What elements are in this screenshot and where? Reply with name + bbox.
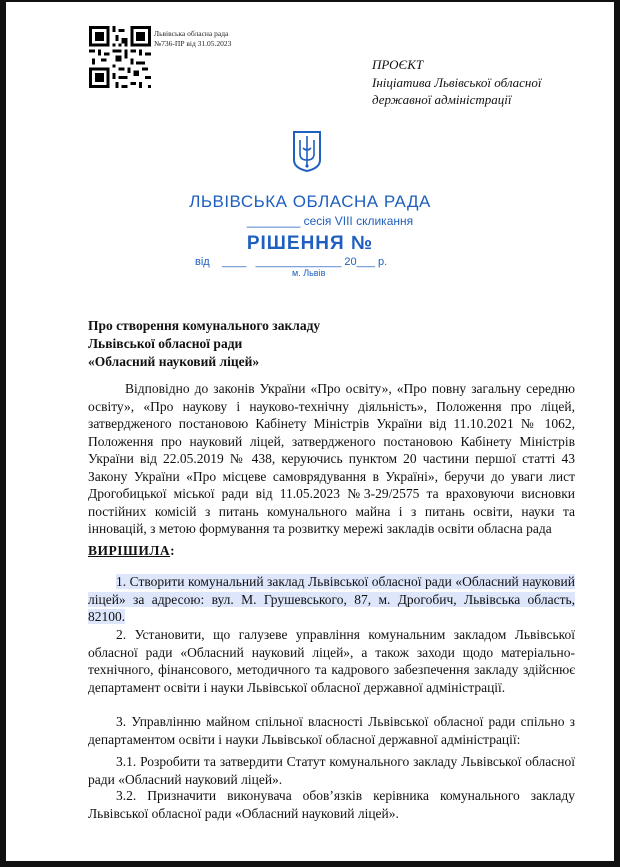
date-prefix: від <box>195 256 210 268</box>
date-year: 20 <box>344 256 357 268</box>
preamble-paragraph: Відповідно до законів України «Про освіту», «Про повну загальну середню освіту», «Про наукову і науково-технічну діяльність», Положення про ліцей, затвердженого постановою Кабінету Міністрів України від 11.10.2021 № 1062, Положення про науковий ліцей, затвердженого постановою Кабінету Міністрів України від 22.05.2019 № 438, керуючись пунктом 20 частини першої статті 43 Закону України «Про місцеве самоврядування в Україні», беручи до уваги лист Дрогобицької міської ради від 11.05.2023 №3-29/2575 та враховуючи висновки постійних комісій з питань комунального майна і з питань освіти, науки та інновацій, з метою формування та розвитку мережі закладів освіти обласна рада <box>88 381 575 536</box>
decision-item-3-1: 3.1. Розробити та затвердити Статут комунального закладу Львівської обласної ради «Обласний науковий ліцей». <box>88 754 575 787</box>
date-suffix: р. <box>374 256 388 268</box>
title-line-3: «Обласний науковий ліцей» <box>88 354 260 369</box>
session-line <box>26 214 620 228</box>
date-blank-month: ______________ <box>255 256 342 268</box>
resolved-colon: : <box>170 543 176 558</box>
decision-item-1 <box>88 573 575 626</box>
session-blank: ________ <box>246 214 301 228</box>
date-blank-day: ____ <box>221 256 247 268</box>
project-block <box>372 56 541 108</box>
item-1-text: 1. Створити комунальний заклад Львівської обласної ради «Обласний науковий ліцей» за адресою: вул. М. Грушевського, 87, м. Дрогобич, Львівська область, 82100. <box>88 574 575 624</box>
session-text: сесія VIII скликання <box>300 214 414 228</box>
decision-heading: РІШЕННЯ № <box>246 233 374 254</box>
project-label: ПРОЄКТ <box>372 57 424 72</box>
decision-item-2: 2. Установити, що галузеве управління комунальним закладом Львівської обласної ради «Обласний науковий ліцей», а також заходи щодо матеріально-технічного, фінансового, методичного та кадрового забезпечення закладу здійснює департамент освіти і науки Львівської обласної державної адміністрації. <box>88 627 575 695</box>
title-line-1: Про створення комунального закладу <box>88 318 321 333</box>
initiative-line-2: державної адміністрації <box>372 92 512 107</box>
registration-line-2: №736-ПР від 31.05.2023 <box>154 39 232 48</box>
trident-emblem-icon <box>292 130 322 172</box>
qr-code-icon <box>89 26 151 88</box>
title-line-2: Львівської обласної ради <box>88 336 243 351</box>
city-label: м. Львів <box>292 268 326 278</box>
resolved-heading <box>88 543 175 559</box>
decision-item-3: 3. Управлінню майном спільної власності Львівської обласної ради спільно з департаментом освіти і науки Львівської обласної державної адміністрації: <box>88 714 575 747</box>
document-title <box>88 317 320 371</box>
date-line <box>195 256 387 268</box>
registration-stamp <box>154 29 231 49</box>
registration-line-1: Львівська обласна рада <box>154 29 229 38</box>
date-blank-year: ___ <box>356 256 375 268</box>
initiative-line-1: Ініціатива Львівської обласної <box>372 75 542 90</box>
council-name: ЛЬВІВСЬКА ОБЛАСНА РАДА <box>189 192 431 211</box>
resolved-word: ВИРІШИЛА <box>88 543 171 558</box>
decision-item-3-2: 3.2. Призначити виконувача обов’язків керівника комунального закладу Львівської обласної ради «Обласний науковий ліцей». <box>88 788 575 821</box>
